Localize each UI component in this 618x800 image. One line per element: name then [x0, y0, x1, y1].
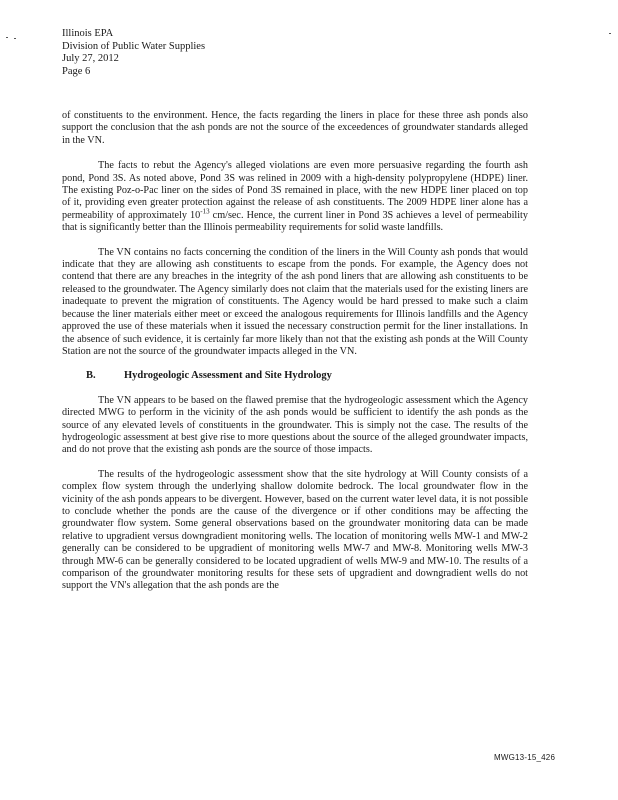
header-date: July 27, 2012 [62, 53, 119, 64]
paragraph-3: The VN contains no facts concerning the condition of the liners in the Will County ash ponds that would indicate that they are allowing ash constituents to escape from the ponds. For example, the Agency does not contend that there are any breaches in the integrity of the ash pond liners that are allowing ash constituents to be released to the groundwater. The Agency similarly does not claim that the materials used for the existing liners are inadequate to prevent the migration of constituents. The Agency would be hard pressed to make such a claim because the liner materials either meet or exceed the analogous requirements for Illinois landfills and the Agency approved the use of these materials when it issued the necessary construction permit for the liner installations. In the absence of such evidence, it is certainly far more likely than not that the existing ash ponds at the Will County Station are not the source of the groundwater impacts alleged in the VN. [62, 246, 528, 357]
paragraph-4: The VN appears to be based on the flawed premise that the hydrogeologic assessment which the Agency directed MWG to perform in the vicinity of the ash ponds would be sufficient to identify the ash ponds as the source of any elevated levels of constituents in the groundwater. This is simply not the case. The results of the hydrogeologic assessment at best give rise to more questions about the source of the alleged groundwater impacts, and do not prove that the existing ash ponds are the source of those impacts. [62, 394, 528, 456]
paragraph-2-text-b: cm/sec. Hence, the current liner in Pond 3S achieves a level of permeability that is significantly better than the Illinois permeability requirements for solid waste landfills. [62, 209, 528, 234]
paragraph-5: The results of the hydrogeologic assessment show that the site hydrology at Will County consists of a complex flow system through the underlying shallow dolomite bedrock. The local groundwater flow in the vicinity of the ash ponds appears to be divergent. However, based on the current water level data, it is not possible to conclude whether the ponds are the cause of the divergence or if other conditions may be affecting the groundwater flow system. Some general observations based on the groundwater monitoring data can be made relative to upgradient versus downgradient monitoring wells. The location of monitoring wells MW-1 and MW-2 generally can be considered to be upgradient of monitoring wells MW-7 and MW-8. Monitoring wells MW-3 through MW-6 can be generally considered to be located upgradient of wells MW-9 and MW-10. The results of a comparison of the groundwater monitoring results for these sets of upgradient and downgradient wells do not support the VN's allegation that the ash ponds are the [62, 468, 528, 592]
exponent: -13 [200, 207, 210, 216]
scan-speck [14, 38, 16, 39]
paragraph-2-text-a: The facts to rebut the Agency's alleged violations are even more persuasive regarding the fourth ash pond, Pond 3S. As noted above, Pond 3S was relined in 2009 with a high-density polypropylene (HDPE) liner. The existing Poz-o-Pac liner on the sides of Pond 3S remained in place, with the new HDPE liner placed on top of it, providing even greater protection against the release of ash constituents. The 2009 HDPE liner alone has a permeability of approximately 10 [62, 160, 528, 221]
header-agency: Illinois EPA [62, 28, 114, 39]
bates-stamp: MWG13-15_426 [494, 753, 556, 762]
header-page-number: Page 6 [62, 65, 91, 77]
header-division: Division of Public Water Supplies [62, 40, 206, 52]
scan-speck [609, 33, 611, 34]
paragraph-1: of constituents to the environment. Hence, the facts regarding the liners in place for these three ash ponds also support the conclusion that the ash ponds are not the source of the exceedences of groundwater standards alleged in the VN. [62, 110, 528, 146]
scan-speck [6, 37, 8, 38]
section-letter: B. [86, 370, 96, 382]
letter-body [62, 110, 528, 605]
section-title: Hydrogeologic Assessment and Site Hydrology [124, 370, 332, 382]
paragraph-2 [62, 160, 528, 234]
letter-header [62, 28, 205, 78]
section-heading [62, 370, 528, 382]
